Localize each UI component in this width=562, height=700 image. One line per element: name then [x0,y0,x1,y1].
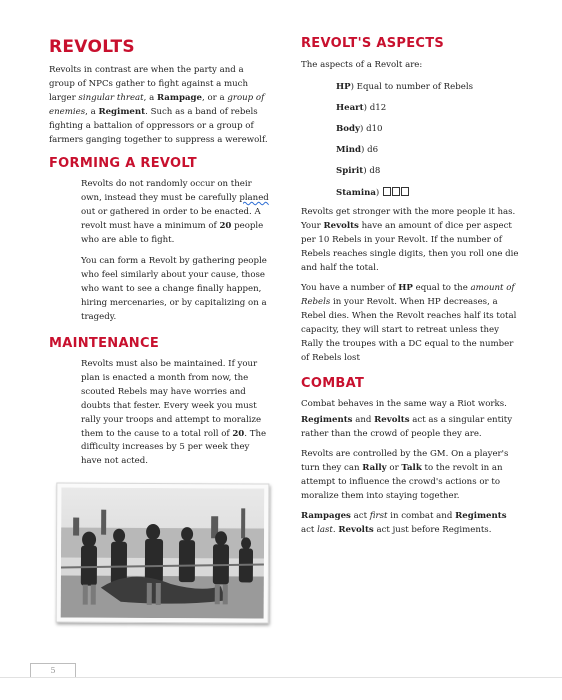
aspects-intro: The aspects of a Revolt are: [301,60,423,70]
revolts-heading: REVOLTS [49,37,135,57]
aspect-stamina: Stamina) [336,187,409,198]
footer-divider [0,677,562,678]
maintenance-heading: MAINTENANCE [49,336,160,351]
combat-paragraph-2: Regiments and Revolts act as a singular entity rather than the crowd of people they are. [301,415,513,439]
stamina-box [401,187,409,196]
combat-paragraph-4: Rampages act first in combat and Regiments act last. Revolts act just before Regiments. [301,511,507,535]
forming-paragraph-1: Revolts do not randomly occur on their own, instead they must be carefully planed out or gathered in order to be enacted. A revolt must have a minimum of 20 people who are able to fight. [81,179,269,245]
forming-paragraph-2: You can form a Revolt by gathering people who feel similarly about your cause, those who want to see a change finally happen, hiring mercenaries, or by capitalizing on a tragedy. [81,256,267,322]
stamina-box [392,187,400,196]
aspects-paragraph-1: Revolts get stronger with the more people it has. Your Revolts have an amount of dice per aspect per 10 Rebels in your Revolt. If the number of Rebels reaches single digits, then you roll one die and half the total. [301,207,519,273]
aspects-heading: REVOLT'S ASPECTS [301,36,445,51]
page-number: 5 [50,666,56,675]
forming-heading: FORMING A REVOLT [49,156,197,171]
aspect-hp: HP) Equal to number of Rebels [336,82,473,92]
aspect-mind: Mind) d6 [336,145,379,155]
combat-paragraph-1: Combat behaves in the same way a Riot works. [301,399,507,409]
riot-photo-frame [56,482,270,623]
maintenance-paragraph: Revolts must also be maintained. If your plan is enacted a month from now, the scouted Rebels may have worries and doubts that fester. Every week you must rally your troops and attempt to moralize them to the cause to a total roll of 20. The difficulty increases by 5 per week they have not acted. [81,359,267,467]
page-number-tab [30,663,76,678]
riot-photo [61,487,265,618]
stamina-box [383,187,391,196]
aspect-spirit: Spirit) d8 [336,166,381,176]
aspect-heart: Heart) d12 [336,103,387,113]
revolts-intro-paragraph: Revolts in contrast are when the party and a group of NPCs gather to fight against a much larger singular threat, a Rampage, or a group of enemies, a Regiment. Such as a band of rebels fighting a battalion of oppressors or a group of farmers ganging together to suppress a werewolf. [49,65,268,145]
combat-heading: COMBAT [301,376,365,391]
aspect-body: Body) d10 [336,124,383,134]
combat-paragraph-3: Revolts are controlled by the GM. On a player's turn they can Rally or Talk to the revolt in an attempt to influence the crowd's actions or to moralize them into staying together. [301,449,509,501]
aspects-paragraph-2: You have a number of HP equal to the amount of Rebels in your Revolt. When HP decreases, a Rebel dies. When the Revolt reaches half its total capacity, they will start to retreat unless they Rally the troupes with a DC equal to the number of Rebels lost [301,283,517,363]
